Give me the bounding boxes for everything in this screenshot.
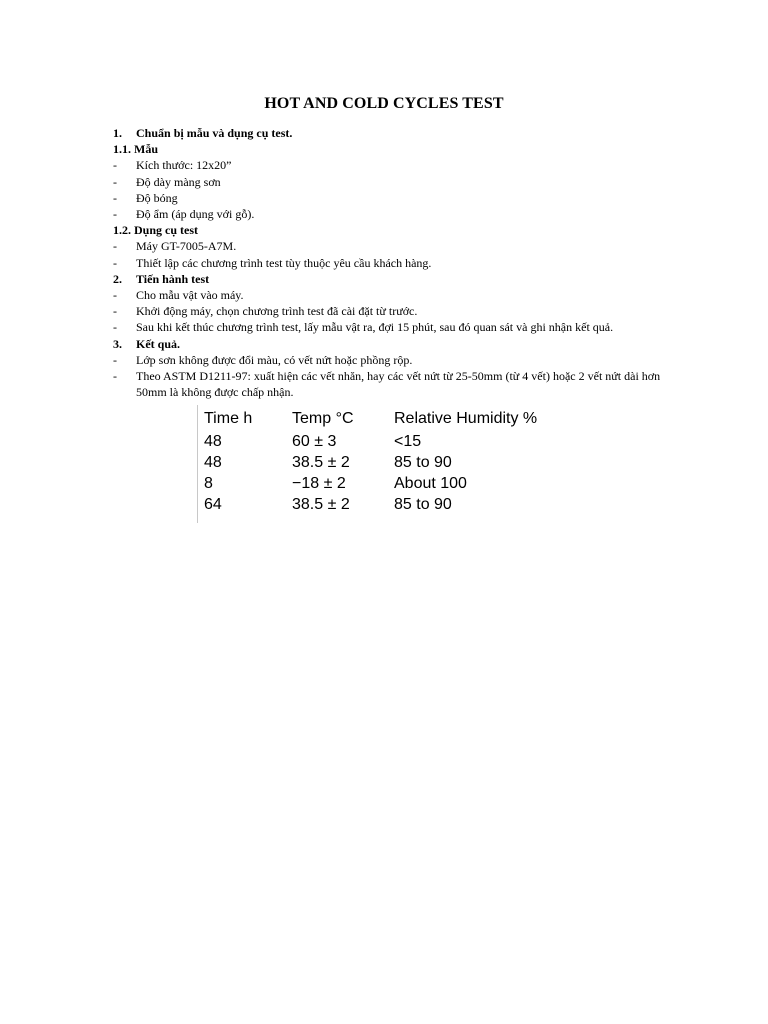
bullet-item <box>113 206 673 222</box>
table-cell: About 100 <box>394 475 467 492</box>
bullet-marker: - <box>113 320 117 335</box>
bullet-item <box>113 238 673 254</box>
table-row <box>197 453 577 473</box>
line-text: Máy GT-7005-A7M. <box>136 239 237 254</box>
bullet-item <box>113 157 673 173</box>
line-text: Độ ẩm (áp dụng với gỗ). <box>136 207 255 222</box>
list-number: 1. <box>113 126 122 140</box>
table-cell: 8 <box>204 475 213 492</box>
section-heading <box>113 336 673 352</box>
bullet-item <box>113 352 673 368</box>
line-text: Tiến hành test <box>136 271 210 286</box>
cycle-table <box>197 405 577 523</box>
table-cell: 85 to 90 <box>394 496 452 513</box>
line-text: Khởi động máy, chọn chương trình test đã cài đặt từ trước. <box>136 304 418 319</box>
line-text: Chuẩn bị mẫu và dụng cụ test. <box>136 126 293 140</box>
bullet-item <box>113 303 673 319</box>
table-cell: 85 to 90 <box>394 454 452 471</box>
table-row <box>197 474 577 494</box>
table-header-cell: Time h <box>204 410 253 427</box>
bullet-marker: - <box>113 369 117 384</box>
line-text: 1.1. Mẫu <box>113 142 158 157</box>
bullet-marker: - <box>113 304 117 319</box>
bullet-marker: - <box>113 207 117 222</box>
line-text: Theo ASTM D1211-97: xuất hiện các vết nhăn, hay các vết nứt từ 25-50mm (từ 4 vết) hoặc 2 vết nứt dài hơn 50mm là không được chấp nhận. <box>136 369 661 400</box>
table-header-cell: Temp °C <box>292 410 354 427</box>
line-text: Độ bóng <box>136 190 178 205</box>
bullet-marker: - <box>113 288 117 303</box>
bullet-item <box>113 174 673 190</box>
section-subheading <box>113 222 673 238</box>
table-cell: <15 <box>394 433 422 450</box>
document-title: HOT AND COLD CYCLES TEST <box>264 95 504 112</box>
section-heading <box>113 125 673 141</box>
bullet-item <box>113 255 673 271</box>
line-text: Kích thước: 12x20” <box>136 158 232 173</box>
table-cell: 60 ± 3 <box>292 433 337 450</box>
line-text: Độ dày màng sơn <box>136 174 221 189</box>
table-row <box>197 495 577 515</box>
document-body <box>113 125 673 400</box>
table-header-row <box>197 409 577 429</box>
bullet-marker: - <box>113 255 117 270</box>
line-text: Lớp sơn không được đổi màu, có vết nứt hoặc phồng rộp. <box>136 352 413 367</box>
table-cell: 38.5 ± 2 <box>292 496 350 513</box>
line-text: Thiết lập các chương trình test tùy thuộc yêu cầu khách hàng. <box>136 255 432 270</box>
line-text: Cho mẫu vật vào máy. <box>136 288 244 303</box>
bullet-item <box>113 190 673 206</box>
line-text: Sau khi kết thúc chương trình test, lấy mẫu vật ra, đợi 15 phút, sau đó quan sát và ghi nhận kết quả. <box>136 320 614 335</box>
bullet-item <box>113 368 673 400</box>
table-cell: 38.5 ± 2 <box>292 454 350 471</box>
bullet-item <box>113 287 673 303</box>
table-row <box>197 432 577 452</box>
bullet-marker: - <box>113 239 117 254</box>
section-subheading <box>113 141 673 157</box>
line-text: Kết quả. <box>136 336 181 351</box>
table-cell: −18 ± 2 <box>292 475 346 492</box>
bullet-marker: - <box>113 352 117 367</box>
line-text: 1.2. Dụng cụ test <box>113 223 199 238</box>
table-cell: 64 <box>204 496 222 513</box>
bullet-marker: - <box>113 190 117 205</box>
table-header-cell: Relative Humidity % <box>394 410 538 427</box>
table-cell: 48 <box>204 454 222 471</box>
table-cell: 48 <box>204 433 222 450</box>
list-number: 3. <box>113 336 122 351</box>
section-heading <box>113 271 673 287</box>
bullet-marker: - <box>113 158 117 173</box>
list-number: 2. <box>113 271 122 286</box>
bullet-marker: - <box>113 174 117 189</box>
bullet-item <box>113 319 673 335</box>
